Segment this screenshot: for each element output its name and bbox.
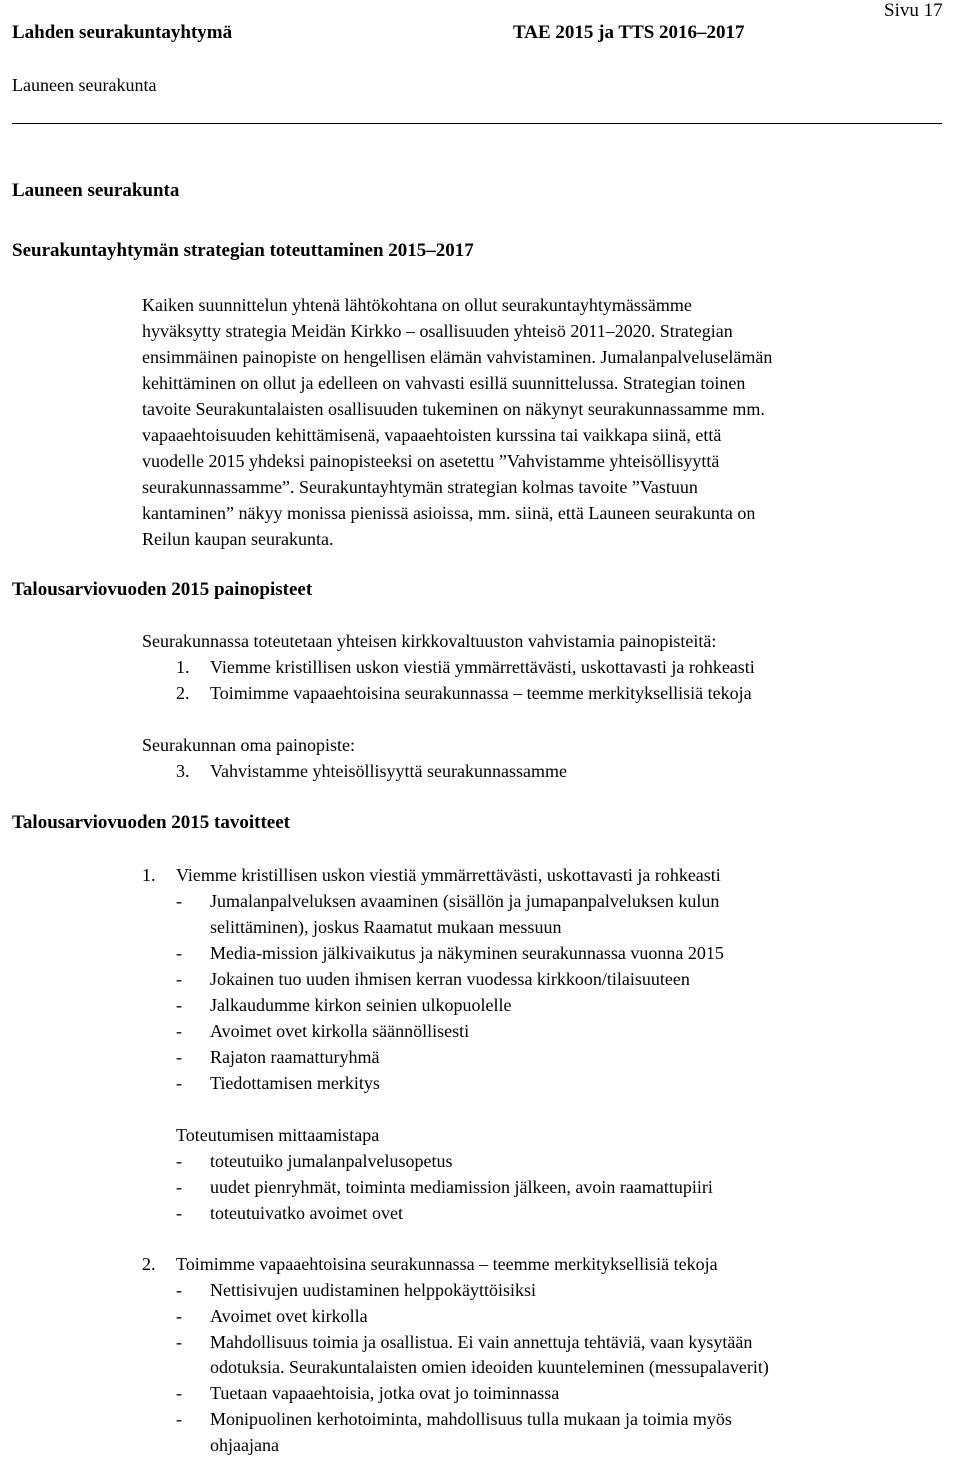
strategy-heading: Seurakuntayhtymän strategian toteuttaminen 2015–2017 bbox=[12, 240, 474, 261]
bullet-dash: - bbox=[176, 1306, 182, 1326]
measure-item: toteutuiko jumalanpalvelusopetus bbox=[210, 1151, 453, 1171]
goal-bullet: Jumalanpalveluksen avaaminen (sisällön ja jumapanpalveluksen kulun bbox=[210, 891, 720, 911]
strategy-line: vapaaehtoisuuden kehittämisenä, vapaaehtoisten kurssina tai vaikkapa siinä, että bbox=[142, 425, 722, 445]
goal-bullet: Tuetaan vapaaehtoisia, jotka ovat jo toiminnassa bbox=[210, 1383, 560, 1403]
goal-bullet: Avoimet ovet kirkolla säännöllisesti bbox=[210, 1021, 470, 1041]
bullet-dash: - bbox=[176, 1151, 182, 1171]
bullet-dash: - bbox=[176, 1073, 182, 1093]
strategy-line: tavoite Seurakuntalaisten osallisuuden tukeminen on näkynyt seurakunnassamme mm. bbox=[142, 399, 765, 419]
strategy-line: seurakunnassamme”. Seurakuntayhtymän strategian kolmas tavoite ”Vastuun bbox=[142, 477, 698, 497]
goal-number: 1. bbox=[142, 865, 156, 885]
bullet-dash: - bbox=[176, 1280, 182, 1300]
goal-bullet: Nettisivujen uudistaminen helppokäyttöisiksi bbox=[210, 1280, 536, 1300]
bullet-dash: - bbox=[176, 891, 182, 911]
header-page-number: Sivu 17 bbox=[884, 0, 943, 21]
header-organization: Lahden seurakuntayhtymä bbox=[12, 22, 233, 43]
header-subtitle: Launeen seurakunta bbox=[12, 75, 157, 95]
strategy-line: kehittäminen on ollut ja edelleen on vahvasti esillä suunnittelussa. Strategian toinen bbox=[142, 373, 746, 393]
goal-bullet: Jokainen tuo uuden ihmisen kerran vuodessa kirkkoon/tilaisuuteen bbox=[210, 969, 690, 989]
priority-number: 2. bbox=[176, 683, 190, 703]
goal-bullet: Media-mission jälkivaikutus ja näkyminen seurakunnassa vuonna 2015 bbox=[210, 943, 724, 963]
goal-bullet: Avoimet ovet kirkolla bbox=[210, 1306, 368, 1326]
goal-bullet: odotuksia. Seurakuntalaisten omien ideoiden kuunteleminen (messupalaverit) bbox=[210, 1357, 769, 1377]
measure-item: uudet pienryhmät, toiminta mediamission jälkeen, avoin raamattupiiri bbox=[210, 1177, 713, 1197]
priority-item-text: Toimimme vapaaehtoisina seurakunnassa – teemme merkityksellisiä tekoja bbox=[210, 683, 752, 703]
priority-number: 3. bbox=[176, 761, 190, 781]
header-document-title: TAE 2015 ja TTS 2016–2017 bbox=[513, 22, 745, 43]
goal-title: Toimimme vapaaehtoisina seurakunnassa – teemme merkityksellisiä tekoja bbox=[176, 1254, 718, 1274]
bullet-dash: - bbox=[176, 1332, 182, 1352]
bullet-dash: - bbox=[176, 1047, 182, 1067]
bullet-dash: - bbox=[176, 1177, 182, 1197]
measure-label: Toteutumisen mittaamistapa bbox=[176, 1125, 380, 1145]
goal-number: 2. bbox=[142, 1254, 156, 1274]
bullet-dash: - bbox=[176, 1383, 182, 1403]
section-title: Launeen seurakunta bbox=[12, 180, 180, 201]
priorities-intro: Seurakunnassa toteutetaan yhteisen kirkkovaltuuston vahvistamia painopisteitä: bbox=[142, 631, 717, 651]
priority-item-text: Viemme kristillisen uskon viestiä ymmärrettävästi, uskottavasti ja rohkeasti bbox=[210, 657, 755, 677]
measure-item: toteutuivatko avoimet ovet bbox=[210, 1203, 403, 1223]
strategy-line: Kaiken suunnittelun yhtenä lähtökohtana on ollut seurakuntayhtymässämme bbox=[142, 295, 692, 315]
goal-bullet: ohjaajana bbox=[210, 1435, 279, 1455]
priority-number: 1. bbox=[176, 657, 190, 677]
priority-item-text: Vahvistamme yhteisöllisyyttä seurakunnassamme bbox=[210, 761, 567, 781]
goal-bullet: selittäminen), joskus Raamatut mukaan messuun bbox=[210, 917, 562, 937]
bullet-dash: - bbox=[176, 995, 182, 1015]
goal-bullet: Monipuolinen kerhotoiminta, mahdollisuus tulla mukaan ja toimia myös bbox=[210, 1409, 732, 1429]
priorities-heading: Talousarviovuoden 2015 painopisteet bbox=[12, 579, 313, 600]
own-priority-label: Seurakunnan oma painopiste: bbox=[142, 735, 355, 755]
goals-heading: Talousarviovuoden 2015 tavoitteet bbox=[12, 812, 290, 833]
bullet-dash: - bbox=[176, 969, 182, 989]
bullet-dash: - bbox=[176, 1021, 182, 1041]
strategy-line: hyväksytty strategia Meidän Kirkko – osallisuuden yhteisö 2011–2020. Strategian bbox=[142, 321, 733, 341]
strategy-paragraph bbox=[142, 292, 772, 552]
goal-bullet: Mahdollisuus toimia ja osallistua. Ei vain annettuja tehtäviä, vaan kysytään bbox=[210, 1332, 753, 1352]
goal-bullet: Rajaton raamatturyhmä bbox=[210, 1047, 380, 1067]
strategy-line: ensimmäinen painopiste on hengellisen elämän vahvistaminen. Jumalanpalveluselämän bbox=[142, 347, 773, 367]
bullet-dash: - bbox=[176, 943, 182, 963]
goal-bullet: Tiedottamisen merkitys bbox=[210, 1073, 380, 1093]
goal-bullet: Jalkaudumme kirkon seinien ulkopuolelle bbox=[210, 995, 512, 1015]
goal-title: Viemme kristillisen uskon viestiä ymmärrettävästi, uskottavasti ja rohkeasti bbox=[176, 865, 721, 885]
strategy-line: Reilun kaupan seurakunta. bbox=[142, 529, 334, 549]
strategy-line: vuodelle 2015 yhdeksi painopisteeksi on asetettu ”Vahvistamme yhteisöllisyyttä bbox=[142, 451, 720, 471]
strategy-line: kantaminen” näkyy monissa pienissä asioissa, mm. siinä, että Launeen seurakunta on bbox=[142, 503, 756, 523]
bullet-dash: - bbox=[176, 1409, 182, 1429]
bullet-dash: - bbox=[176, 1203, 182, 1223]
header-rule bbox=[12, 123, 942, 124]
